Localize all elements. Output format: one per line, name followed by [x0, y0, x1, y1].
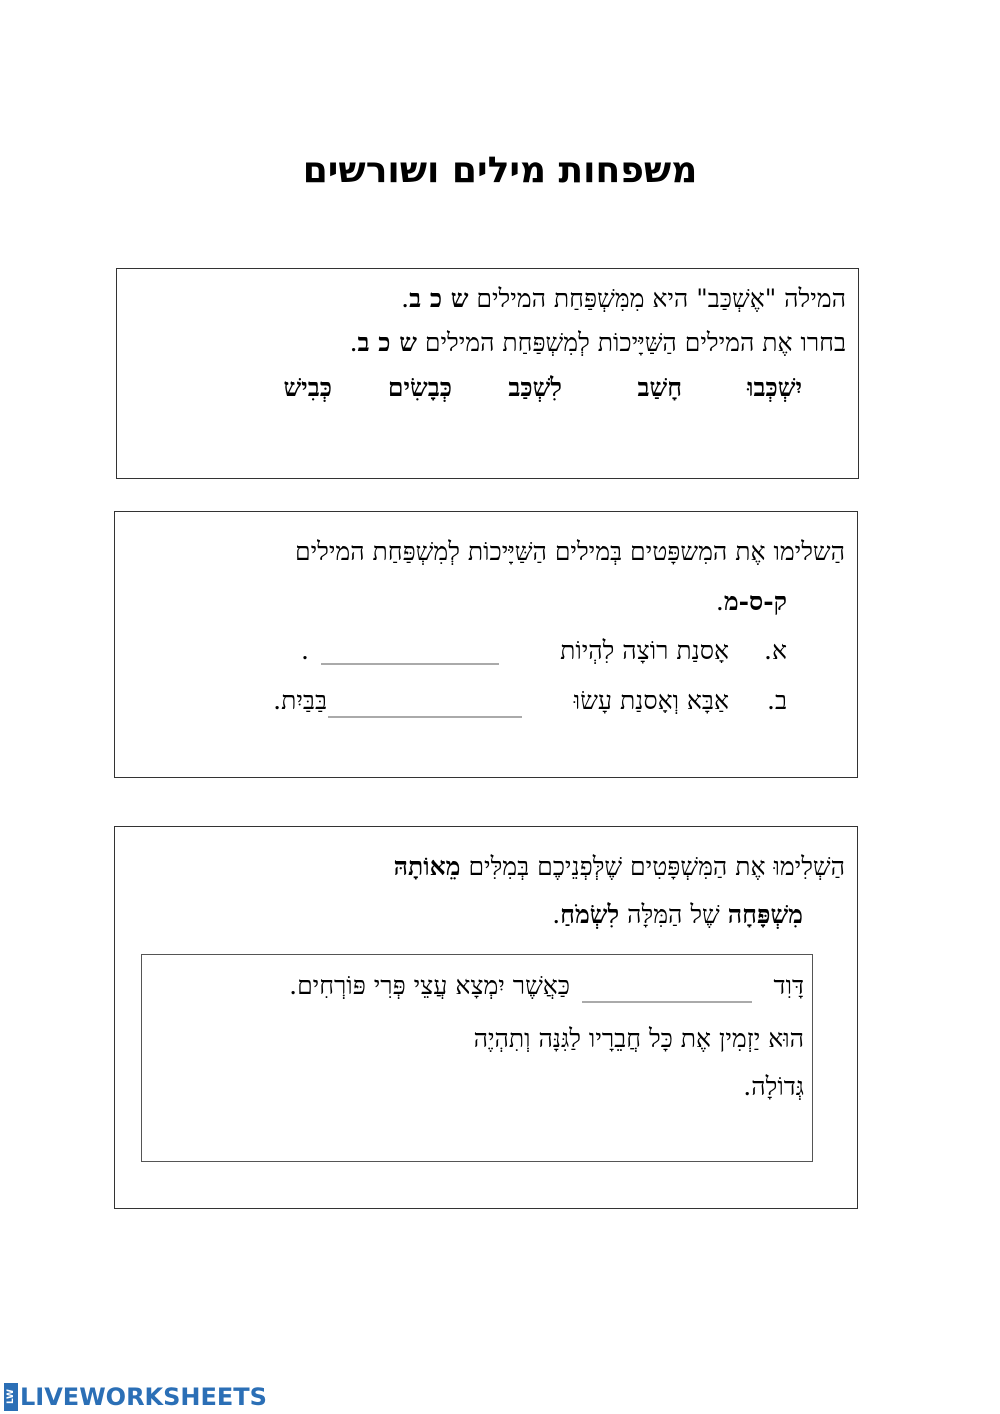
logo-text: LIVEWORKSHEETS — [20, 1383, 267, 1411]
word-choice[interactable]: לִשְׁכַּב — [508, 373, 562, 402]
story-line-1-start: דָּוִד — [773, 971, 804, 1000]
story-line-1-end: כַּאֲשֶׁר יִמְצָא עֲצֵי פְּרִי פּוֹרְחִים. — [289, 971, 570, 1000]
item-b-text: אַבָּא וְאָסנַת עָשׂוּ — [573, 686, 729, 715]
section-3-family-word: מִשְׁפָּחָה — [727, 900, 803, 929]
section-2-root: ק-ס-מ — [723, 587, 787, 616]
word-choice[interactable]: חָשַׁב — [637, 373, 682, 402]
item-a-blank[interactable] — [321, 662, 499, 665]
item-b-end: בַּבַּיִת. — [273, 686, 327, 715]
page-title: משפחות מילים ושורשים — [302, 150, 698, 191]
section-3-instruction-line-2: מִשְׁפָּחָה שֶׁל הַמִּלָּה לִשְׂמֹחַ. — [552, 900, 803, 929]
section-1-line-2: בחרו אֶת המילים הַשַּׁיָּיכוֹת לְמִשְׁפַּחַת המילים ש כ ב. — [349, 328, 846, 357]
story-blank[interactable] — [582, 1000, 752, 1003]
logo-badge: LW — [4, 1383, 18, 1411]
section-1-root-1: ש כ ב — [409, 284, 469, 313]
item-a-text: אָסנַת רוֹצָה לִהְיוֹת — [560, 636, 729, 665]
section-2-root-line: ק-ס-מ. — [715, 587, 787, 616]
section-2-instruction: הַשלימו אֶת המִשפָּטים בְּמילים הַשַּׁיָּיכוֹת לְמִשְׁפַּחַת המילים — [294, 537, 845, 566]
section-3-instruction-text: הַשְׁלִימוּ אֶת הַמִּשְׁפָּטִים שֶׁלְּפְנֵיכֶם בְּמִלִּים — [460, 852, 845, 881]
item-a-end: . — [301, 636, 309, 665]
section-3-instruction-bold: מֵאוֹתָהּ — [393, 852, 461, 881]
section-3-target-word: לִשְׂמֹחַ — [560, 900, 620, 929]
item-b-letter: ב. — [767, 686, 787, 715]
section-1-line-1-text: המילה "אֶשְׁכַּב" היא מִמִּשְׁפַּחַת המילים — [468, 284, 846, 313]
word-choice[interactable]: כְּבָשִׂים — [387, 373, 452, 402]
story-box — [141, 954, 813, 1162]
section-2-box — [114, 511, 858, 778]
section-1-root-2: ש כ ב — [357, 328, 417, 357]
liveworksheets-logo — [4, 1380, 267, 1414]
section-3-instruction — [394, 851, 845, 883]
item-b-blank[interactable] — [328, 715, 522, 718]
section-1-box — [116, 268, 859, 479]
word-choice[interactable]: כְּבִישׁ — [283, 373, 332, 402]
story-line-2: הוּא יַזְמִין אֶת כָּל חֲבֵרָיו לַגִּנָּה וְתִהְיֶה — [473, 1024, 804, 1053]
word-choice[interactable]: יִשְׁכְּבוּ — [747, 373, 802, 402]
section-3-line-2-text: שֶׁל הַמִּלָּה — [619, 900, 728, 929]
word-choices — [117, 373, 858, 409]
section-1-line-1: המילה "אֶשְׁכַּב" היא מִמִּשְׁפַּחַת המילים ש כ ב. — [401, 284, 846, 313]
section-1-line-2-text: בחרו אֶת המילים הַשַּׁיָּיכוֹת לְמִשְׁפַּחַת המילים — [416, 328, 846, 357]
story-line-3: גְּדוֹלָה. — [743, 1072, 804, 1101]
item-a-letter: א. — [764, 636, 787, 665]
